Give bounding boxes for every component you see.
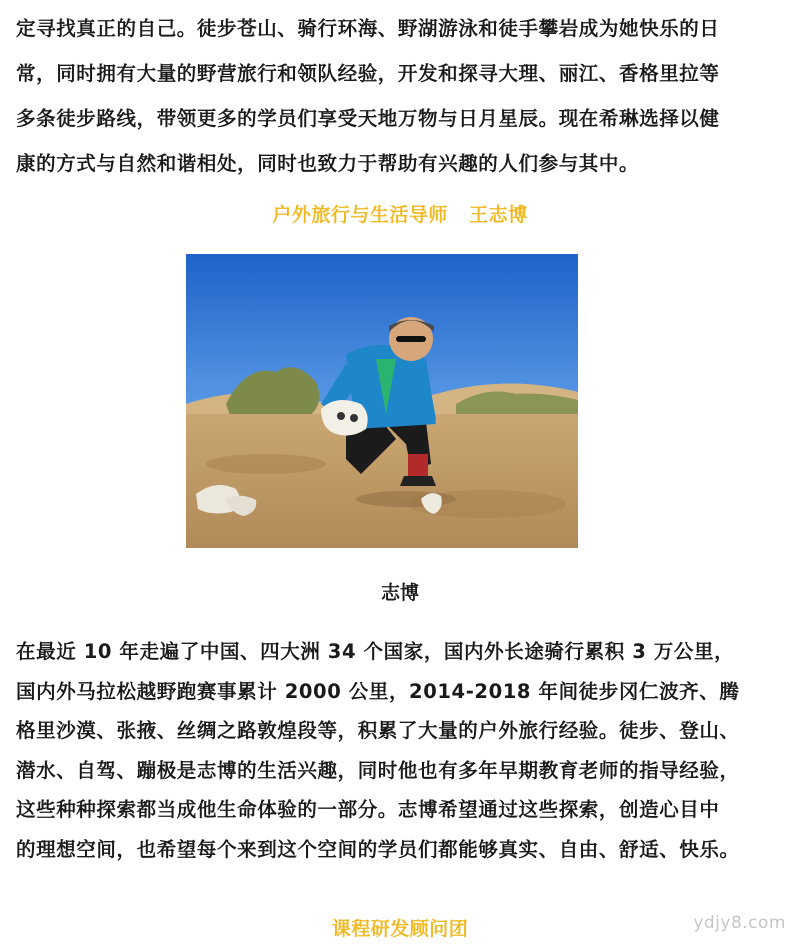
- intro-line: 定寻找真正的自己。徒步苍山、骑行环海、野湖游泳和徒手攀岩成为她快乐的日: [16, 17, 720, 40]
- team-heading: 课程研发顾问团: [331, 918, 469, 940]
- mentor-photo: [186, 254, 578, 548]
- intro-line: 多条徒步路线，带领更多的学员们享受天地万物与日月星辰。现在希琳选择以健: [16, 107, 720, 130]
- site-watermark: ydjy8.com: [693, 913, 786, 933]
- intro-line: 常，同时拥有大量的野营旅行和领队经验，开发和探寻大理、丽江、香格里拉等: [16, 62, 720, 85]
- zhibo-line: 格里沙漠、张掖、丝绸之路敦煌段等，积累了大量的户外旅行经验。徒步、登山、: [16, 719, 740, 743]
- zhibo-line: 这些种种探索都当成他生命体验的一部分。志博希望通过这些探索，创造心目中: [16, 798, 720, 822]
- zhibo-paragraph: [16, 632, 786, 870]
- zhibo-line: 潜水、自驾、蹦极是志博的生活兴趣，同时他也有多年早期教育老师的指导经验，: [16, 758, 740, 782]
- zhibo-line: 国内外马拉松越野跑赛事累计 2000 公里，2014-2018 年间徒步冈仁波齐、腾: [16, 679, 740, 703]
- zhibo-line: 的理想空间，也希望每个来到这个空间的学员们都能够真实、自由、舒适、快乐。: [16, 837, 740, 861]
- intro-line: 康的方式与自然和谐相处，同时也致力于帮助有兴趣的人们参与其中。: [16, 152, 640, 175]
- photo-caption: 志博: [380, 582, 419, 604]
- zhibo-line: 在最近 10 年走遍了中国、四大洲 34 个国家，国内外长途骑行累积 3 万公里，: [16, 640, 735, 663]
- intro-paragraph: [16, 6, 786, 186]
- mentor-heading: 户外旅行与生活导师 王志博: [272, 204, 528, 226]
